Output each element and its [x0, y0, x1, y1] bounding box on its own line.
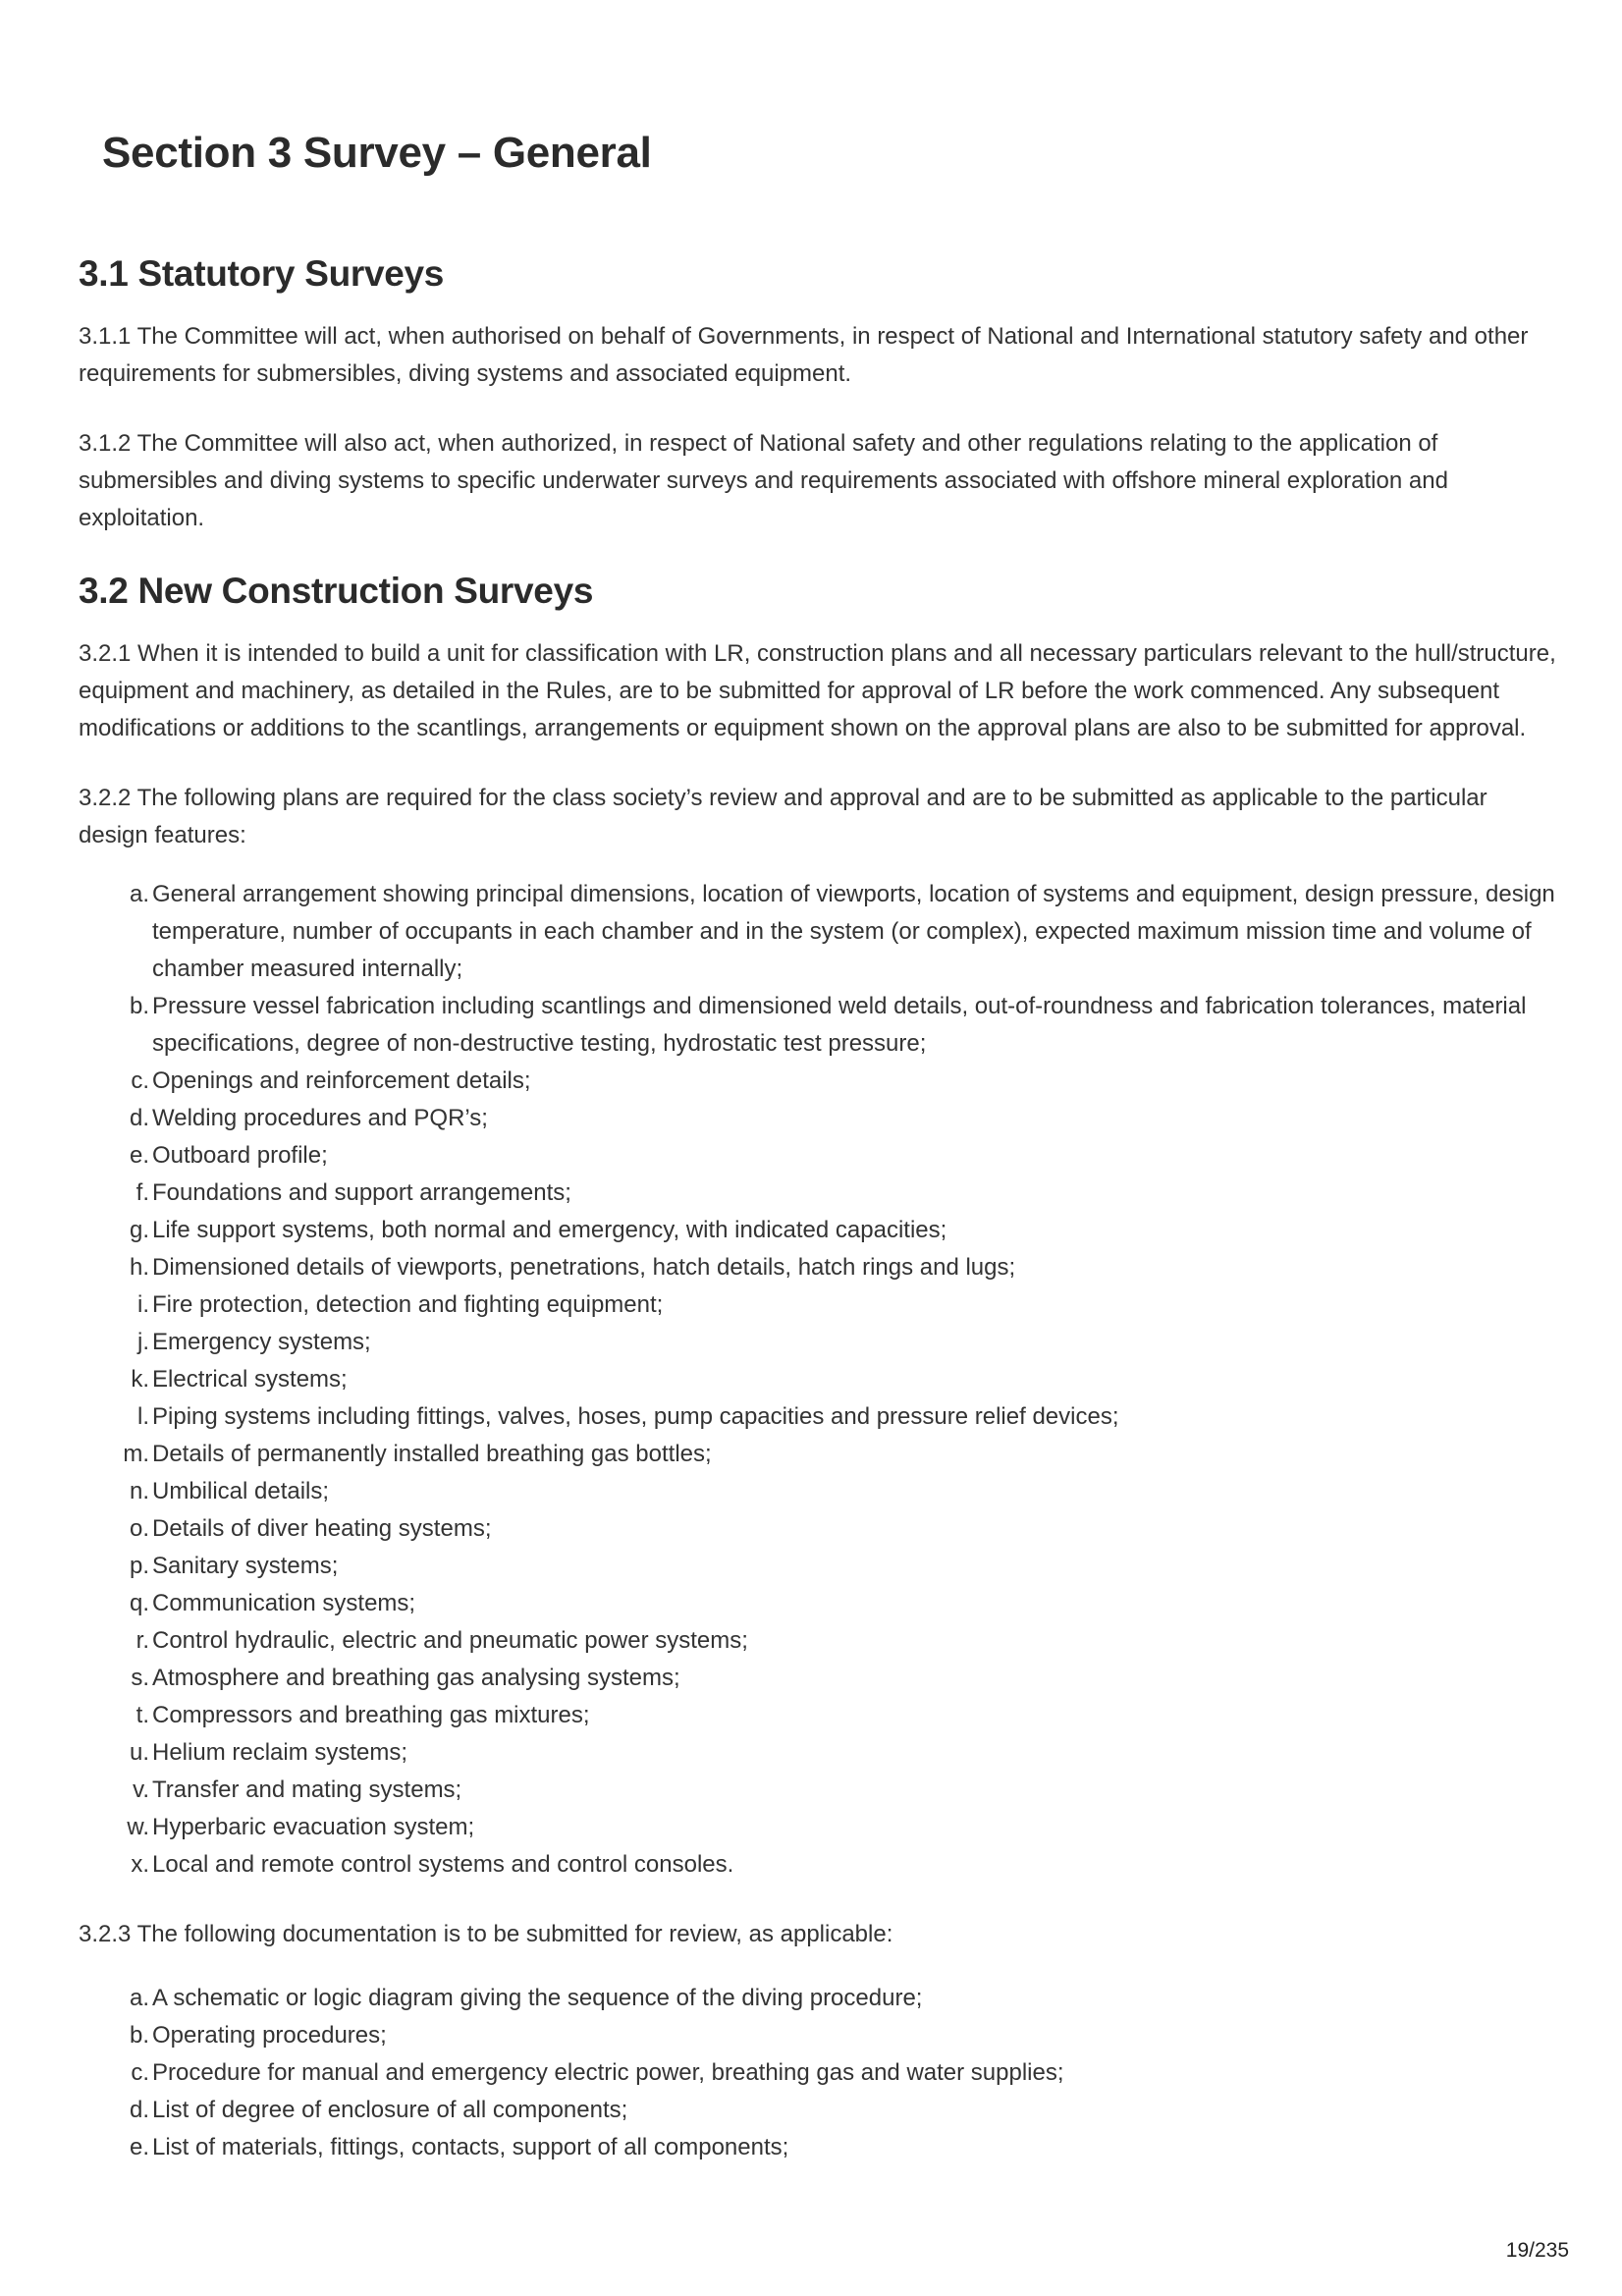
list-item	[79, 2054, 1561, 2092]
list-item-text: Emergency systems;	[152, 1329, 371, 1355]
list-item-text: Welding procedures and PQR’s;	[152, 1105, 488, 1131]
list-item-text: Procedure for manual and emergency electric power, breathing gas and water supplies;	[152, 2059, 1064, 2086]
list-item-marker: t.	[135, 1702, 149, 1728]
paragraph-3-1-1: 3.1.1 The Committee will act, when authorised on behalf of Governments, in respect of National and International statutory safety and other requirements for submersibles, diving systems and associated equipment.	[79, 323, 1529, 387]
list-item-text: List of degree of enclosure of all components;	[152, 2097, 628, 2123]
list-item-marker: f.	[135, 1179, 149, 1206]
list-item	[79, 1660, 1561, 1697]
list-item-marker: s.	[131, 1665, 149, 1691]
list-item	[79, 1324, 1561, 1361]
list-item-marker: g.	[129, 1217, 149, 1243]
list-item-marker: a.	[129, 881, 149, 907]
paragraph-3-2-3: 3.2.3 The following documentation is to be submitted for review, as applicable:	[79, 1921, 893, 1947]
list-item-marker: j.	[137, 1329, 149, 1355]
list-item	[79, 1980, 1561, 2017]
list-item-text: Operating procedures;	[152, 2022, 387, 2049]
list-item	[79, 1846, 1561, 1884]
list-item	[79, 1585, 1561, 1622]
list-item-text: Details of permanently installed breathing gas bottles;	[152, 1441, 712, 1467]
list-item-text: Dimensioned details of viewports, penetrations, hatch details, hatch rings and lugs;	[152, 1254, 1016, 1281]
list-item	[79, 1734, 1561, 1772]
list-item-marker: m.	[123, 1441, 149, 1467]
list-item	[79, 2017, 1561, 2054]
list-item-text: Foundations and support arrangements;	[152, 1179, 571, 1206]
list-item-text: Compressors and breathing gas mixtures;	[152, 1702, 590, 1728]
paragraph-3-2-1: 3.2.1 When it is intended to build a unit for classification with LR, construction plans and all necessary particulars relevant to the hull/structure, equipment and machinery, as detailed in the Rules, are to be submitted for approval of LR before the work commenced. Any subsequent modifications or additions to the scantlings, arrangements or equipment shown on the approval plans are also to be submitted for approval.	[79, 640, 1556, 741]
list-item-marker: b.	[129, 2022, 149, 2049]
list-item-text: Communication systems;	[152, 1590, 416, 1616]
document-content	[79, 126, 1561, 2199]
list-item	[79, 1100, 1561, 1137]
list-item-text: General arrangement showing principal dimensions, location of viewports, location of systems and equipment, design pressure, design temperature, number of occupants in each chamber and in the system (or complex), expected maximum mission time and volume of chamber measured internally;	[152, 881, 1555, 982]
list-item-text: Outboard profile;	[152, 1142, 328, 1169]
list-item-text: Helium reclaim systems;	[152, 1739, 408, 1766]
list-item-marker: x.	[131, 1851, 149, 1878]
list-item-text: Atmosphere and breathing gas analysing systems;	[152, 1665, 680, 1691]
list-item	[79, 1175, 1561, 1212]
list-item-text: Openings and reinforcement details;	[152, 1067, 531, 1094]
list-item-marker: k.	[131, 1366, 149, 1393]
list-item-text: List of materials, fittings, contacts, support of all components;	[152, 2134, 789, 2160]
list-item-text: Fire protection, detection and fighting equipment;	[152, 1291, 664, 1318]
list-item	[79, 1398, 1561, 1436]
page-number: 19/235	[1505, 2239, 1569, 2262]
list-item-marker: h.	[129, 1254, 149, 1281]
list-item-marker: c.	[131, 1067, 149, 1094]
list-item-text: Control hydraulic, electric and pneumatic power systems;	[152, 1627, 748, 1654]
list-item-marker: o.	[129, 1515, 149, 1542]
list-item-marker: d.	[129, 2097, 149, 2123]
list-item-text: Details of diver heating systems;	[152, 1515, 492, 1542]
list-item-marker: d.	[129, 1105, 149, 1131]
list-item	[79, 1809, 1561, 1846]
list-item-text: Hyperbaric evacuation system;	[152, 1814, 475, 1840]
list-item-marker: e.	[129, 2134, 149, 2160]
list-item-text: Pressure vessel fabrication including scantlings and dimensioned weld details, out-of-roundness and fabrication tolerances, material specifications, degree of non-destructive testing, hydrostatic test pressure;	[152, 993, 1527, 1057]
list-item	[79, 1137, 1561, 1175]
list-item	[79, 1361, 1561, 1398]
list-item	[79, 1063, 1561, 1100]
paragraph-3-1-2: 3.1.2 The Committee will also act, when authorized, in respect of National safety and other regulations relating to the application of submersibles and diving systems to specific underwater surveys and requirements associated with offshore mineral exploration and exploitation.	[79, 430, 1448, 531]
list-item-marker: p.	[129, 1553, 149, 1579]
list-item-marker: e.	[129, 1142, 149, 1169]
list-item-marker: l.	[137, 1403, 149, 1430]
paragraph-3-2-2: 3.2.2 The following plans are required for the class society’s review and approval and are to be submitted as applicable to the particular design features:	[79, 785, 1487, 848]
list-item	[79, 1548, 1561, 1585]
list-item-text: Piping systems including fittings, valves, hoses, pump capacities and pressure relief devices;	[152, 1403, 1119, 1430]
list-item-marker: u.	[129, 1739, 149, 1766]
list-item	[79, 1436, 1561, 1473]
list-item-marker: r.	[135, 1627, 149, 1654]
list-item	[79, 1249, 1561, 1286]
list-item-text: Electrical systems;	[152, 1366, 348, 1393]
list-item	[79, 2129, 1561, 2166]
list-item-marker: c.	[131, 2059, 149, 2086]
list-item-marker: a.	[129, 1985, 149, 2011]
subsection-title-new-construction-surveys: 3.2 New Construction Surveys	[79, 571, 594, 611]
list-item-marker: n.	[129, 1478, 149, 1504]
list-item	[79, 1697, 1561, 1734]
list-item-marker: i.	[137, 1291, 149, 1318]
list-item-marker: w.	[127, 1814, 149, 1840]
list-item-text: Local and remote control systems and control consoles.	[152, 1851, 734, 1878]
list-item-marker: q.	[129, 1590, 149, 1616]
list-item-text: Sanitary systems;	[152, 1553, 339, 1579]
list-item	[79, 1510, 1561, 1548]
list-item	[79, 1286, 1561, 1324]
list-item	[79, 1212, 1561, 1249]
list-item-marker: b.	[129, 993, 149, 1019]
list-item	[79, 1772, 1561, 1809]
list-item	[79, 2092, 1561, 2129]
list-item-text: Transfer and mating systems;	[152, 1777, 462, 1803]
list-item-text: Umbilical details;	[152, 1478, 330, 1504]
subsection-title-statutory-surveys: 3.1 Statutory Surveys	[79, 253, 445, 294]
section-title: Section 3 Survey – General	[102, 129, 652, 177]
list-item	[79, 1473, 1561, 1510]
list-item-text: A schematic or logic diagram giving the sequence of the diving procedure;	[152, 1985, 923, 2011]
list-item-text: Life support systems, both normal and emergency, with indicated capacities;	[152, 1217, 947, 1243]
required-documentation-list	[79, 1980, 1561, 2166]
required-plans-list	[79, 876, 1561, 1884]
list-item	[79, 1622, 1561, 1660]
list-item-marker: v.	[133, 1777, 149, 1803]
list-item	[79, 988, 1561, 1063]
list-item	[79, 876, 1561, 988]
